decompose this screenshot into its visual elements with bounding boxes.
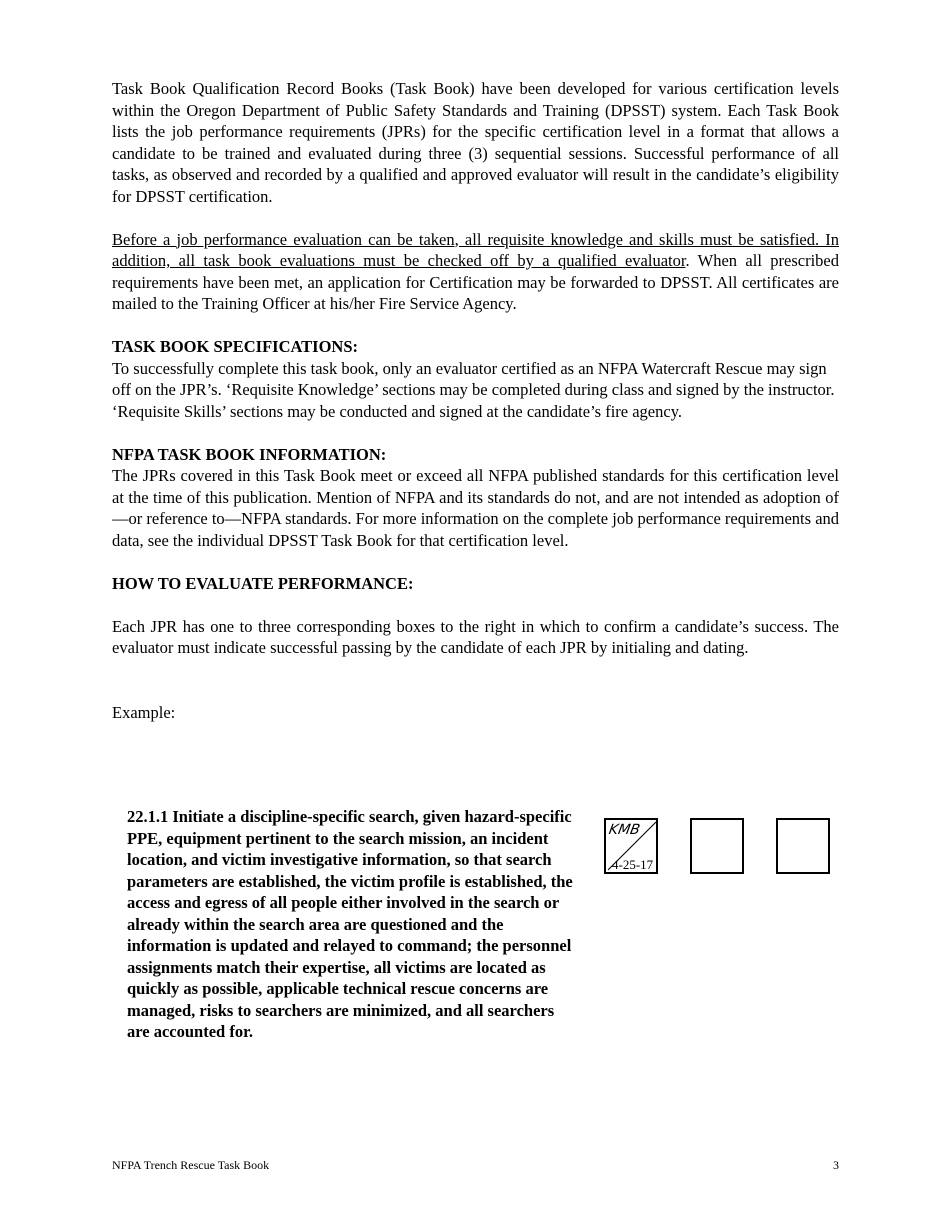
intro-paragraph: Task Book Qualification Record Books (Task Book) have been developed for various certification levels within the Oregon Department of Public Safety Standards and Training (DPSST) system. Each Task Book lists the job performance requirements (JPRs) for the specific certification level in a format that allows a candidate to be trained and evaluated during three (3) sequential sessions. Successful performance of all tasks, as observed and recorded by a qualified and approved evaluator will result in the candidate’s eligibility for DPSST certification.: [112, 79, 839, 206]
page-body: [112, 78, 839, 723]
requirements-paragraph: [112, 229, 839, 315]
info-text: The JPRs covered in this Task Book meet or exceed all NFPA published standards for this certification level at the time of this publication. Mention of NFPA and its standards do not, and are not intended as adoption of—or reference to—NFPA standards. For more information on the complete job performance requirements and data, see the individual DPSST Task Book for that certification level.: [112, 466, 840, 550]
requirements-rest: . When all prescribed requirements have been met, an application for Certification may be forwarded to DPSST. All certificates are mailed to the Training Officer at his/her Fire Service Agency.: [112, 251, 839, 313]
evaluate-heading: HOW TO EVALUATE PERFORMANCE:: [112, 573, 414, 593]
requirements-underlined: Before a job performance evaluation can be taken, all requisite knowledge and skills must be satisfied. In addition, all task book evaluations must be checked off by a qualified evaluator: [112, 229, 839, 270]
evaluator-initials: KMB: [607, 822, 642, 838]
signoff-date: 4-25-17: [612, 857, 654, 872]
evaluate-text: Each JPR has one to three corresponding boxes to the right in which to confirm a candidate’s success. The evaluator must indicate successful passing by the candidate of each JPR by initialing and dating.: [112, 616, 839, 657]
page-number: 3: [833, 1158, 839, 1172]
signoff-box-1[interactable]: [604, 818, 658, 874]
specs-text: To successfully complete this task book, only an evaluator certified as an NFPA Watercraft Rescue may sign off on the JPR’s. ‘Requisite Knowledge’ sections may be completed during class and signed by the instructor. ‘Requisite Skills’ sections may be conducted and signed at the candidate’s fire agency.: [112, 358, 835, 421]
signoff-box-3[interactable]: [776, 818, 830, 874]
example-label: Example:: [112, 702, 176, 722]
signoff-box-2[interactable]: [690, 818, 744, 874]
specs-heading: TASK BOOK SPECIFICATIONS:: [112, 337, 359, 356]
footer-title: NFPA Trench Rescue Task Book: [112, 1158, 270, 1172]
info-heading: NFPA TASK BOOK INFORMATION:: [112, 444, 387, 464]
example-jpr-text: 22.1.1 Initiate a discipline-specific search, given hazard-specific PPE, equipment pertinent to the search mission, an incident location, and victim investigative information, so that search parameters are established, the victim profile is established, the access and egress of all people either involved in the search or already within the search area are questioned and the information is updated and relayed to command; the personnel assignments match their expertise, all victims are located as quickly as possible, applicable technical rescue concerns are managed, risks to searchers are minimized, and all searchers are accounted for.: [127, 807, 573, 1041]
